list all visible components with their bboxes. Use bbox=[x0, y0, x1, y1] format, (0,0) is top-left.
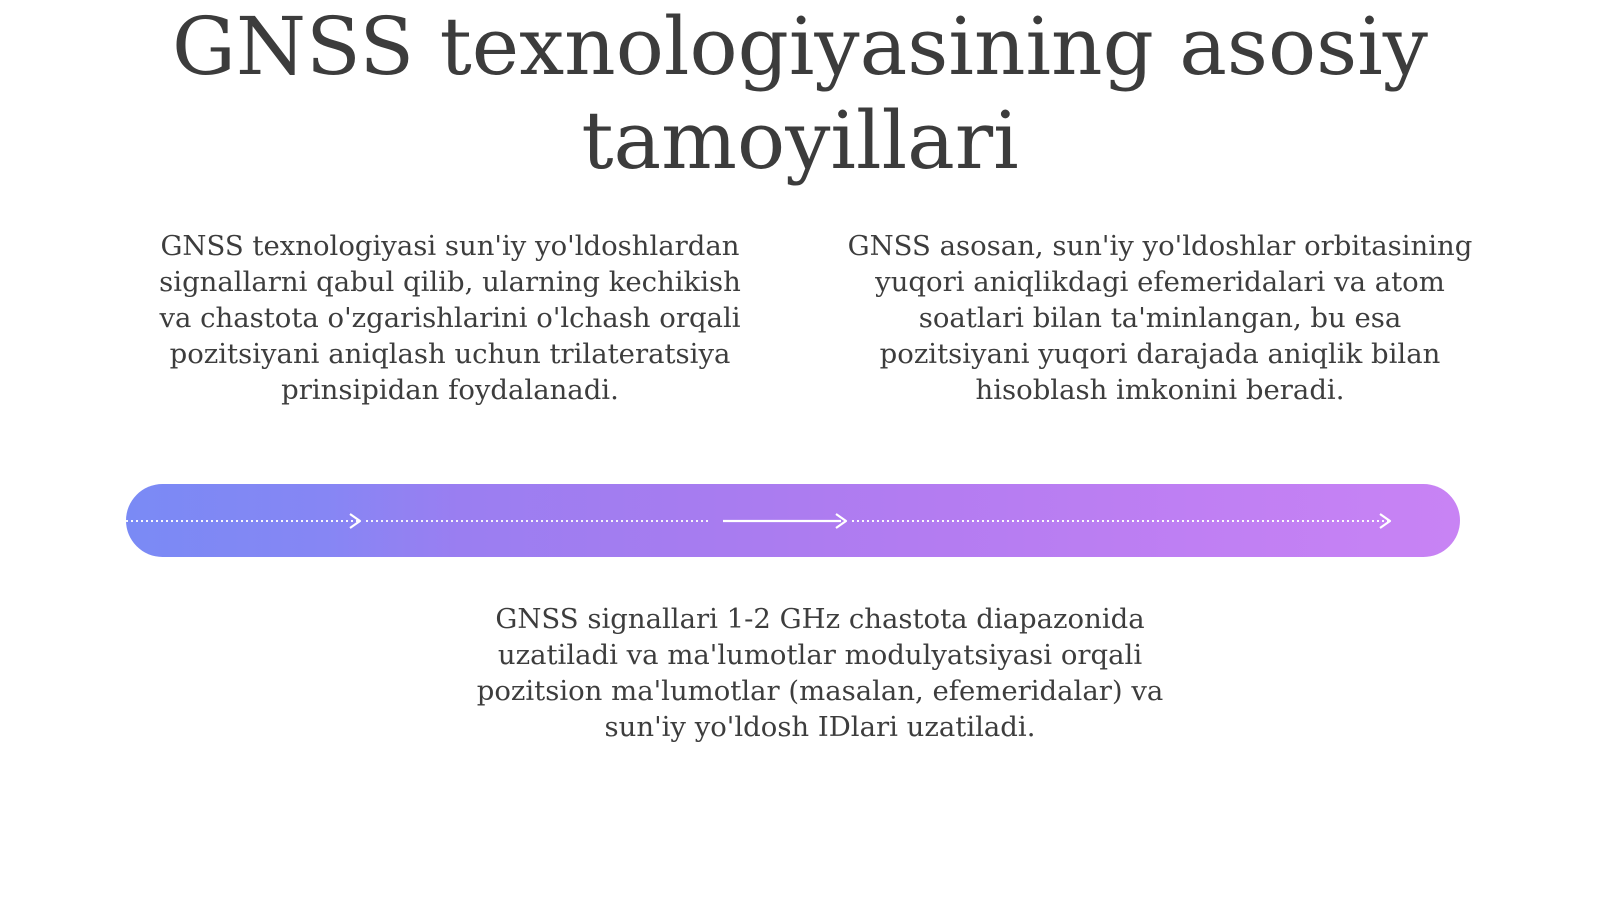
left-paragraph: GNSS texnologiyasi sun'iy yo'ldoshlardan signallarni qabul qilib, ularning kechikish va chastota o'zgarishlarini o'lchash orqali pozitsiyani aniqlash uchun trilateratsiya prinsipidan foydalanadi. bbox=[159, 230, 741, 406]
page-title: GNSS texnologiyasining asosiy tamoyillari bbox=[172, 0, 1428, 187]
bottom-paragraph: GNSS signallari 1-2 GHz chastota diapazonida uzatiladi va ma'lumotlar modulyatsiyasi orqali pozitsion ma'lumotlar (masalan, efemeridalar) va sun'iy yo'ldosh IDlari uzatiladi. bbox=[476, 603, 1164, 743]
timeline-bar bbox=[126, 484, 1460, 557]
timeline-arrows bbox=[126, 484, 1460, 557]
arrowhead-icon bbox=[1380, 514, 1390, 528]
right-paragraph: GNSS asosan, sun'iy yo'ldoshlar orbitasining yuqori aniqlikdagi efemeridalari va atom soatlari bilan ta'minlangan, bu esa pozitsiyani yuqori darajada aniqlik bilan hisoblash imkonini beradi. bbox=[847, 230, 1473, 406]
